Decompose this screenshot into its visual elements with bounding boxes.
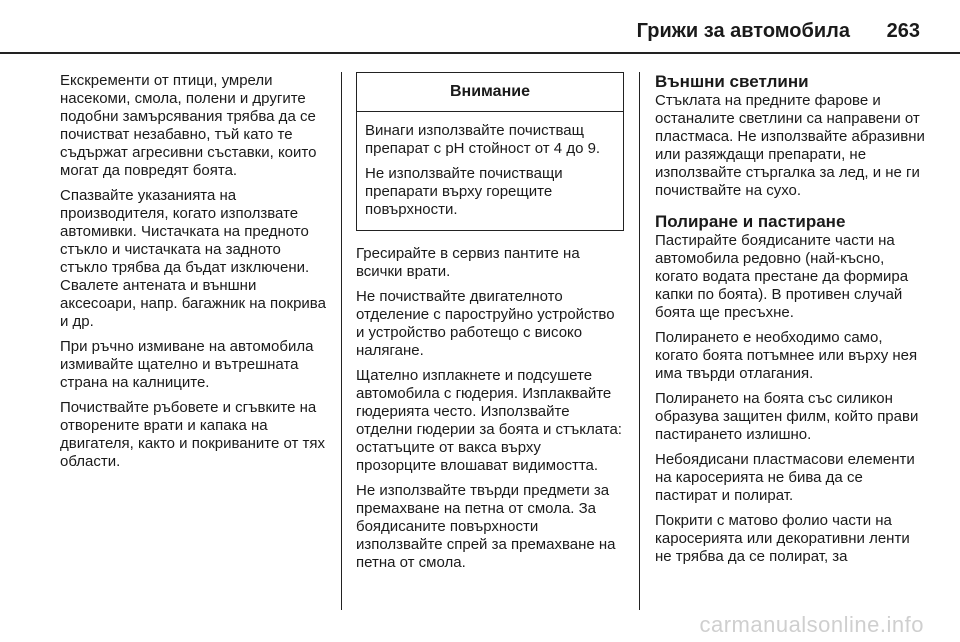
- paragraph: Не почиствайте двигателното отделение с пароструйно устройство и устройство работещо с високо налягане.: [356, 288, 615, 359]
- watermark: carmanualsonline.info: [699, 612, 924, 637]
- warning-body: [357, 112, 623, 230]
- column-3: [655, 72, 925, 573]
- warning-box: [356, 72, 624, 231]
- paragraph: Полирането на боята със силикон образува защитен филм, който прави пастирането излишно.: [655, 390, 919, 443]
- paragraph: Не използвайте твърди предмети за премахване на петна от смола. За боядисаните повърхности използвайте спрей за премахване на петна от смола.: [356, 482, 616, 571]
- header-rule: [0, 52, 960, 54]
- column-divider-2: [639, 72, 640, 610]
- page-header: [0, 0, 960, 52]
- paragraph: Небоядисани пластмасови елементи на каросерията не бива да се пастират и полират.: [655, 451, 915, 504]
- paragraph: Покрити с матово фолио части на каросерията или декоративни ленти не трябва да се полират, за: [655, 512, 910, 565]
- column-divider-1: [341, 72, 342, 610]
- section-heading-polishing: Полиране и пастиране: [655, 212, 846, 231]
- page-number: 263: [886, 20, 920, 42]
- paragraph: Спазвайте указанията на производителя, когато използвате автомивки. Чистачката на предното стъкло и чистачката на задното стъкло трябва да бъдат изключени. Свалете антената и външни аксесоари, напр. багажник на покрива и др.: [60, 187, 326, 330]
- paragraph: Пастирайте боядисаните части на автомобила редовно (най-късно, когато водата престане да формира капки по боята). В противен случай боята ще пресъхне.: [655, 232, 909, 321]
- paragraph: Стъклата на предните фарове и останалите светлини са направени от пластмаса. Не използвайте абразивни или разяждащи препарати, не използвайте стъргалка за лед, и не ги почиствайте на сухо.: [655, 92, 925, 199]
- paragraph: При ръчно измиване на автомобила измивайте щателно и вътрешната страна на калниците.: [60, 338, 314, 391]
- warning-title: Внимание: [357, 73, 623, 112]
- paragraph: Почиствайте ръбовете и сгъвките на отворените врати и капака на двигателя, както и покриваните от тях области.: [60, 399, 326, 470]
- column-2: [356, 72, 624, 579]
- paragraph: Екскременти от птици, умрели насекоми, смола, полени и другите подобни замърсявания трябва да се почистват незабавно, тъй като те съдържат агресивни съставки, които могат да повредят боята.: [60, 72, 317, 179]
- page-title: Грижи за автомобила: [636, 20, 850, 42]
- paragraph: Щателно изплакнете и подсушете автомобила с гюдерия. Изплаквайте гюдерията често. Използвайте отделни гюдерии за боята и стъклата: остатъците от вакса върху прозорците влошават видимостта.: [356, 367, 622, 474]
- paragraph: Гресирайте в сервиз пантите на всички врати.: [356, 245, 580, 280]
- column-1: [60, 72, 330, 478]
- warning-paragraph: Не използвайте почистващи препарати върху горещите повърхности.: [365, 165, 563, 218]
- paragraph: Полирането е необходимо само, когато боята потъмнее или върху нея има твърди отлагания.: [655, 329, 918, 382]
- section-heading-exterior-lights: Външни светлини: [655, 72, 809, 91]
- warning-paragraph: Винаги използвайте почистващ препарат с pH стойност от 4 до 9.: [365, 122, 601, 157]
